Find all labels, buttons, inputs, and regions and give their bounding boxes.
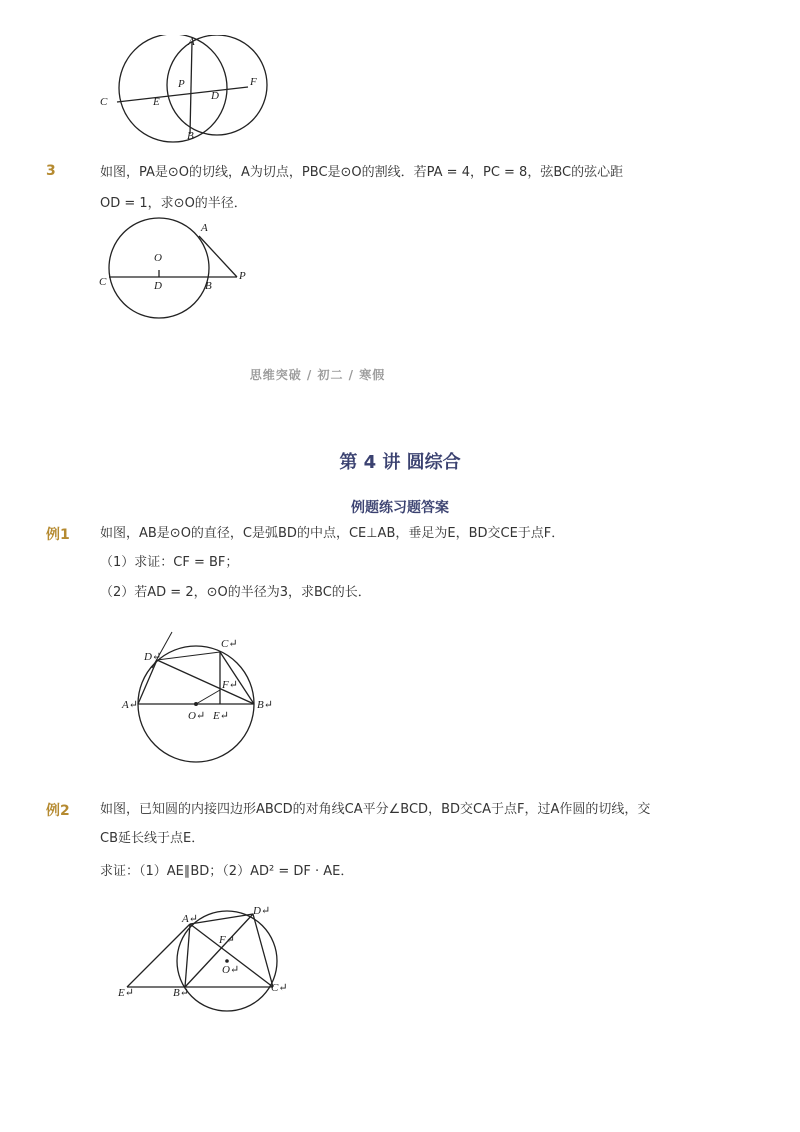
example1-text-line2: （1）求证：CF = BF； xyxy=(100,555,239,570)
example1-text-line1: 如图，AB是⊙O的直径，C是弧BD的中点，CE⊥AB，垂足为E，BD交CE于点F． xyxy=(100,526,565,541)
label-E: E↵ xyxy=(213,710,229,722)
label-E: E xyxy=(153,96,160,108)
label-E: E↵ xyxy=(118,987,134,999)
figure-two-circles xyxy=(95,35,275,145)
problem3-text-line2: OD = 1，求⊙O的半径． xyxy=(100,196,247,211)
label-B: B xyxy=(187,130,194,142)
label-B: B↵ xyxy=(257,699,273,711)
problem3-text-line1: 如图，PA是⊙O的切线，A为切点，PBC是⊙O的割线．若PA = 4，PC = 8，弦BC的弦心距 xyxy=(100,165,624,180)
label-O: O↵ xyxy=(222,964,240,976)
label-F: F xyxy=(250,76,257,88)
label-D: D↵ xyxy=(144,651,162,663)
label-O: O↵ xyxy=(188,710,206,722)
label-P: P xyxy=(178,78,185,90)
example1-text-line3: （2）若AD = 2，⊙O的半径为3，求BC的长． xyxy=(100,585,371,600)
label-D: D xyxy=(154,280,162,292)
section-title: 例题练习题答案 xyxy=(351,500,449,516)
label-A: A xyxy=(201,222,208,234)
label-B: B xyxy=(205,280,212,292)
label-F: F↵ xyxy=(219,934,235,946)
label-C: C xyxy=(99,276,107,288)
label-O: O xyxy=(154,252,162,264)
example2-text-line1: 如图，已知圆的内接四边形ABCD的对角线CA平分∠BCD，BD交CA于点F，过A作圆的切线，交 xyxy=(100,802,651,817)
label-F: F↵ xyxy=(222,679,238,691)
label-A: A↵ xyxy=(122,699,138,711)
label-B: B↵ xyxy=(173,987,189,999)
figure-example2 xyxy=(115,898,300,1013)
figure-tangent-secant xyxy=(95,215,260,325)
example-number-2: 例2 xyxy=(46,803,70,819)
label-D: D↵ xyxy=(253,905,271,917)
figure-example1 xyxy=(115,630,290,770)
label-C: C xyxy=(100,96,108,108)
label-A: A xyxy=(188,36,195,48)
example2-text-line2: CB延长线于点E． xyxy=(100,831,205,846)
label-D: D xyxy=(211,90,219,102)
lecture-title: 第 4 讲 圆综合 xyxy=(339,452,461,473)
example2-text-line3: 求证：（1）AE∥BD；（2）AD² = DF · AE． xyxy=(100,864,354,879)
label-P: P xyxy=(239,270,246,282)
label-A: A↵ xyxy=(182,913,198,925)
page-footer: 思维突破 / 初二 / 寒假 xyxy=(249,368,386,382)
example-number-1: 例1 xyxy=(46,527,70,543)
problem-number-3: 3 xyxy=(46,163,56,179)
label-C: C↵ xyxy=(221,638,238,650)
label-C: C↵ xyxy=(271,982,288,994)
